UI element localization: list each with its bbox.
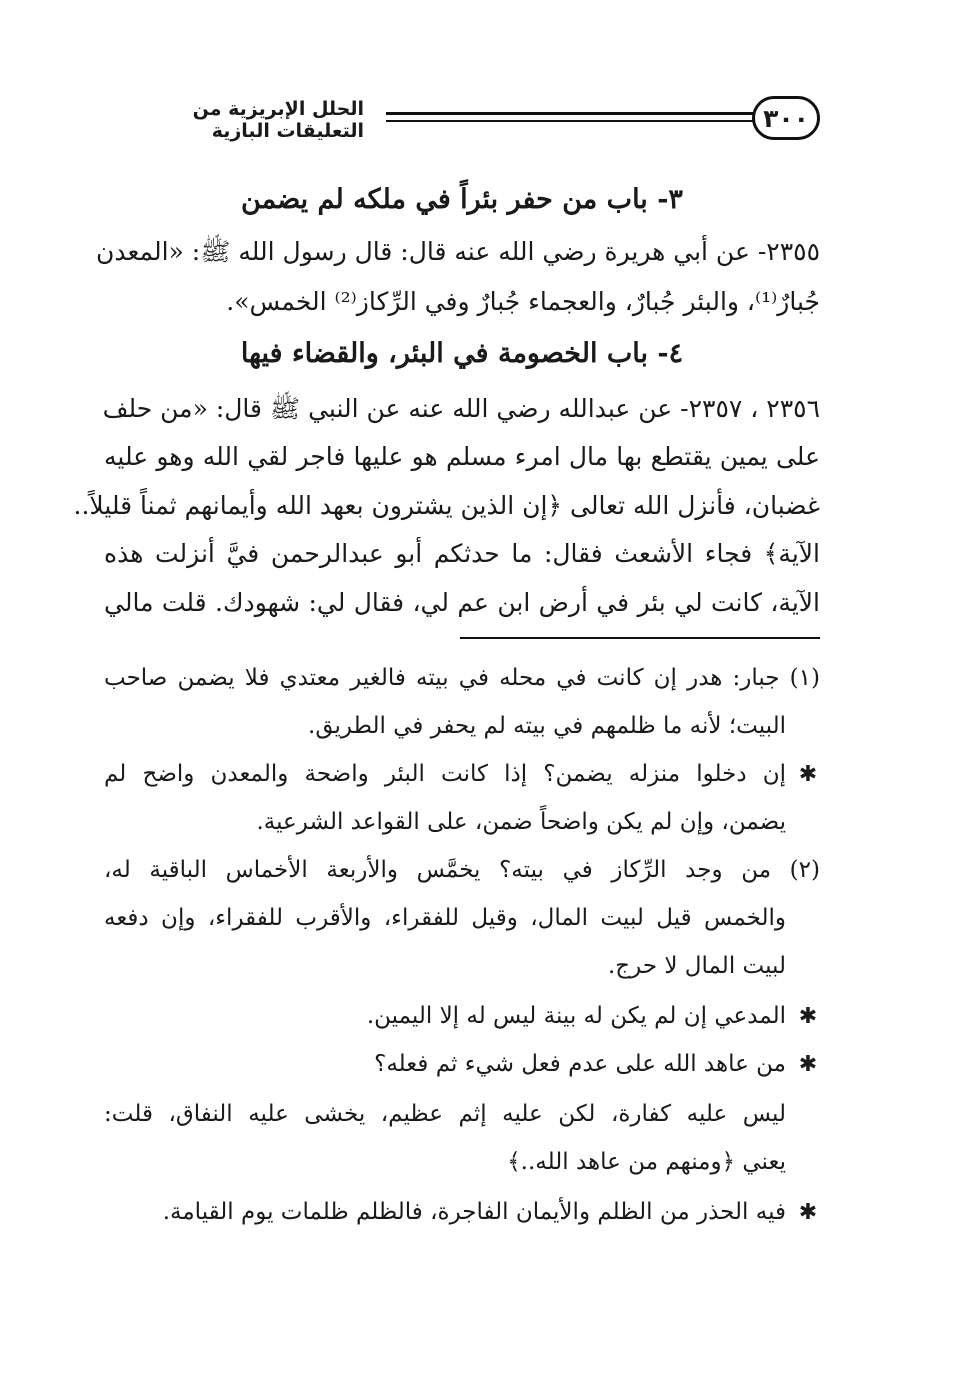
answer-line-1: ليس عليه كفارة، لكن عليه إثم عظيم، يخشى عليه النفاق، قلت: <box>104 1101 786 1127</box>
book-title: الحلل الإبريزية من التعليقات البازية <box>192 98 364 142</box>
note-3: من عاهد الله على عدم فعل شيء ثم فعله؟ <box>374 1051 786 1077</box>
page-header <box>104 96 820 148</box>
hadith-2356-line-1: ٢٣٥٦ ، ٢٣٥٧- عن عبدالله رضي الله عنه عن النبي ﷺ قال: «من حلف <box>102 394 820 423</box>
footnote-2-line-1: (٢) من وجد الرِّكاز في بيته؟ يخمَّس والأربعة الأخماس الباقية له، <box>104 857 820 883</box>
answer-line-2: يعني ﴿ومنهم من عاهد الله..﴾ <box>507 1149 786 1175</box>
footnote-2-line-2: والخمس قيل لبيت المال، وقيل للفقراء، والأقرب للفقراء، وإن دفعه <box>104 905 786 931</box>
hadith-2355-line-1: ٢٣٥٥- عن أبي هريرة رضي الله عنه قال: قال رسول الله ﷺ: «المعدن <box>96 237 820 266</box>
header-rule <box>386 112 754 122</box>
footnote-2-line-3: لبيت المال لا حرج. <box>607 953 786 979</box>
section-heading-4: ٤- باب الخصومة في البئر، والقضاء فيها <box>240 338 684 369</box>
hadith-2355-line-2: جُبارٌ⁽¹⁾، والبئر جُبارٌ، والعجماء جُبارٌ وفي الرِّكاز⁽²⁾ الخمس». <box>226 287 820 316</box>
note-2: المدعي إن لم يكن له بينة ليس له إلا اليمين. <box>366 1003 786 1029</box>
hadith-2356-line-3: غضبان، فأنزل الله تعالى ﴿إن الذين يشترون بعهد الله وأيمانهم ثمناً قليلاً.. <box>73 491 820 520</box>
note-marker: ✱ <box>798 1052 818 1077</box>
note-4: فيه الحذر من الظلم والأيمان الفاجرة، فالظلم ظلمات يوم القيامة. <box>162 1199 786 1225</box>
note-marker: ✱ <box>798 1004 818 1029</box>
note-1-line-2: يضمن، وإن لم يكن واضحاً ضمن، على القواعد الشرعية. <box>256 809 786 835</box>
note-marker: ✱ <box>798 762 818 787</box>
footnote-1-line-1: (١) جبار: هدر إن كانت في محله في بيته فالغير معتدي فلا يضمن صاحب <box>104 665 820 691</box>
hadith-2356-line-5: الآية، كانت لي بئر في أرض ابن عم لي، فقال لي: شهودك. قلت مالي <box>104 588 820 617</box>
page-number: ٣٠٠ <box>752 96 820 140</box>
section-heading-3: ٣- باب من حفر بئراً في ملكه لم يضمن <box>241 184 683 215</box>
hadith-2356-line-4: الآية﴾ فجاء الأشعث فقال: ما حدثكم أبو عبدالرحمن فيَّ أنزلت هذه <box>104 539 820 568</box>
hadith-2356-line-2: على يمين يقتطع بها مال امرء مسلم هو عليها فاجر لقي الله وهو عليه <box>104 442 820 471</box>
note-marker: ✱ <box>798 1200 818 1225</box>
footnote-1-line-2: البيت؛ لأنه ما ظلمهم في بيته لم يحفر في الطريق. <box>308 713 786 739</box>
footnote-separator <box>460 637 820 639</box>
note-1-line-1: إن دخلوا منزله يضمن؟ إذا كانت البئر واضحة والمعدن واضح لم <box>104 761 786 787</box>
